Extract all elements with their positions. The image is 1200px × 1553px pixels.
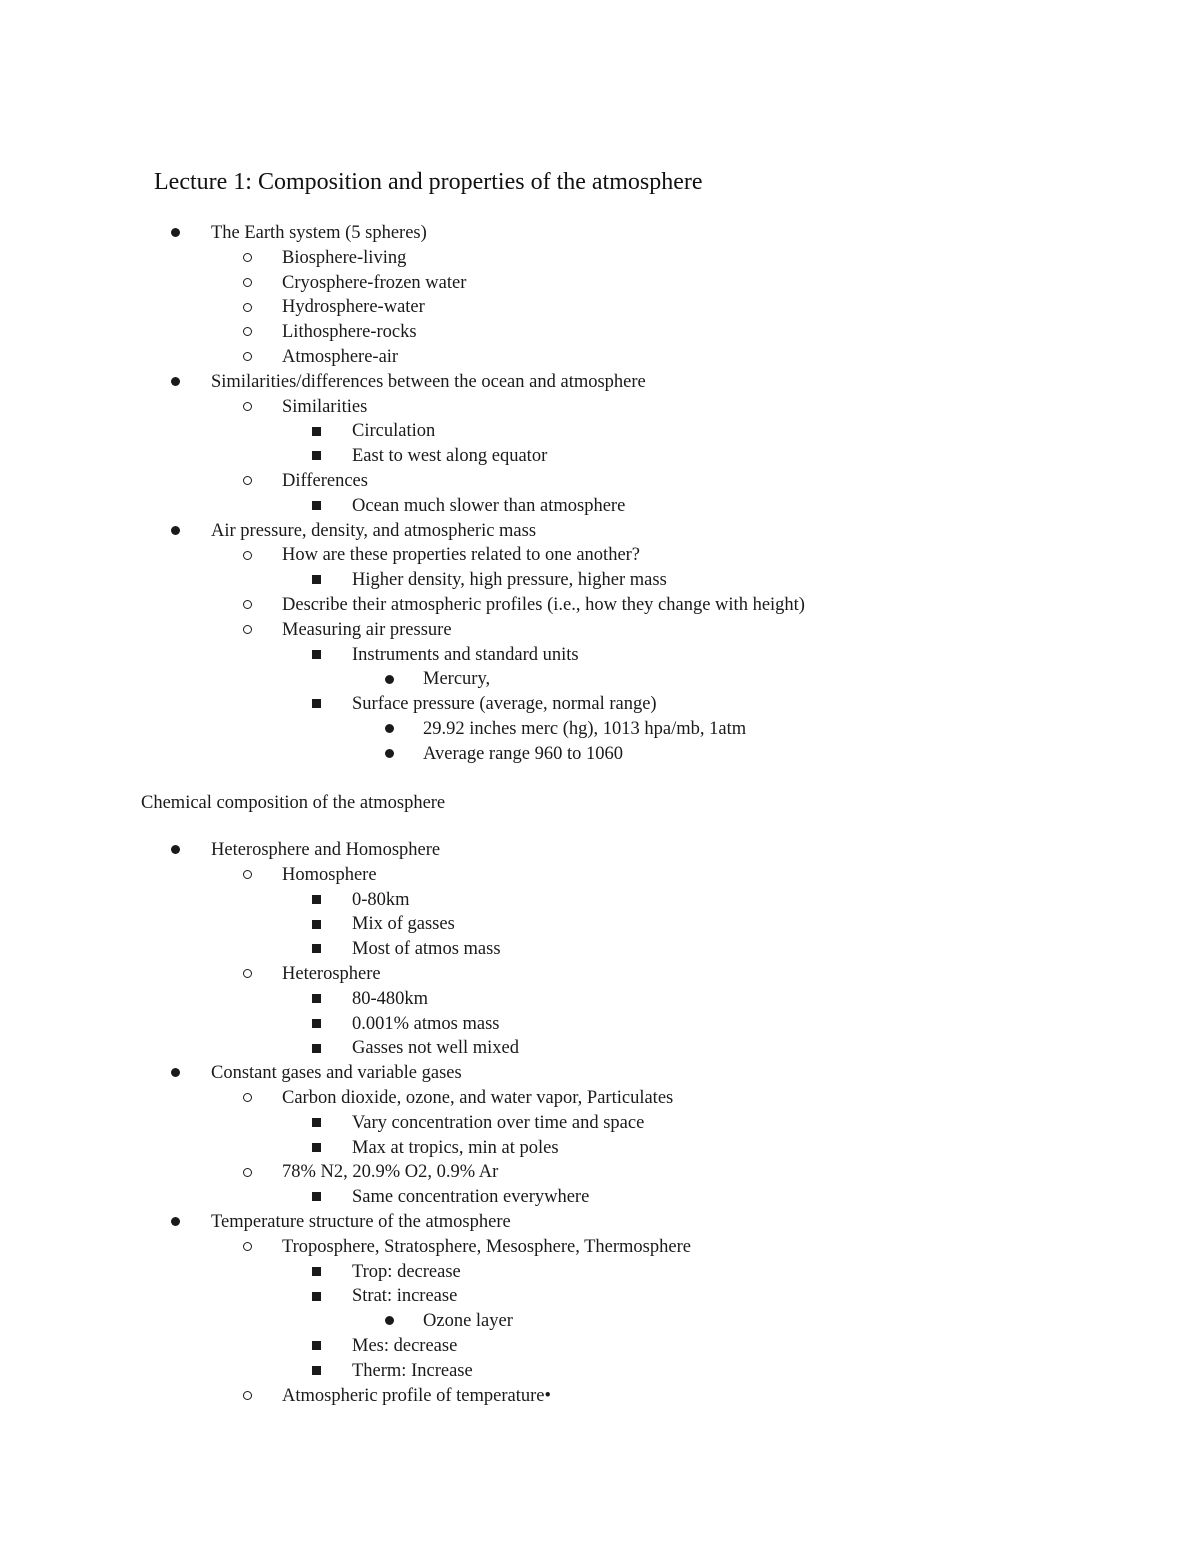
bullet-circle-icon	[239, 469, 255, 494]
outline-item-text: Same concentration everywhere	[352, 1187, 590, 1208]
bullet-circle-icon	[239, 345, 255, 370]
outline-item-text: Differences	[282, 471, 368, 491]
outline-item-level-2	[0, 1086, 1200, 1111]
bullet-circle-icon	[239, 543, 255, 568]
outline-item-level-1	[0, 838, 1200, 863]
outline-item-level-3	[0, 1284, 1200, 1309]
outline-item-text: Mes: decrease	[352, 1336, 458, 1356]
bullet-dot-icon	[167, 1210, 183, 1235]
bullet-square-icon	[308, 494, 324, 519]
outline-item-text: Trop: decrease	[352, 1261, 461, 1282]
outline-item-level-4	[0, 1309, 1200, 1334]
bullet-dot-icon	[381, 742, 397, 767]
outline-item-level-1	[0, 1061, 1200, 1086]
outline-item-level-3	[0, 888, 1200, 913]
outline-item-level-3	[0, 1012, 1200, 1037]
bullet-circle-icon	[239, 395, 255, 420]
outline-item-text: The Earth system (5 spheres)	[211, 223, 427, 243]
bullet-circle-icon	[239, 1384, 255, 1409]
outline-item-text: Troposphere, Stratosphere, Mesosphere, Thermosphere	[282, 1236, 691, 1257]
outline-item-level-3	[0, 1359, 1200, 1384]
bullet-dot-icon	[167, 370, 183, 395]
outline-item-text: Mix of gasses	[352, 914, 455, 935]
outline-item-level-3	[0, 912, 1200, 937]
outline-item-level-2	[0, 593, 1200, 618]
bullet-square-icon	[308, 1036, 324, 1061]
outline-item-level-3	[0, 568, 1200, 593]
bullet-circle-icon	[239, 618, 255, 643]
outline-item-text: 80-480km	[352, 988, 429, 1009]
outline-item-level-2	[0, 618, 1200, 643]
bullet-square-icon	[308, 1334, 324, 1359]
outline-item-level-3	[0, 494, 1200, 519]
bullet-square-icon	[308, 937, 324, 962]
outline-item-level-4	[0, 717, 1200, 742]
outline-item-level-2	[0, 1384, 1200, 1409]
outline-item-level-2	[0, 962, 1200, 987]
outline-item-text: Strat: increase	[352, 1286, 458, 1307]
bullet-square-icon	[308, 419, 324, 444]
bullet-square-icon	[308, 1284, 324, 1309]
outline-item-level-3	[0, 692, 1200, 717]
bullet-dot-icon	[167, 1061, 183, 1086]
bullet-square-icon	[308, 1185, 324, 1210]
outline-item-text: Ozone layer	[423, 1311, 513, 1332]
outline-item-level-3	[0, 444, 1200, 469]
outline-item-level-3	[0, 1260, 1200, 1285]
outline-item-text: Homosphere	[282, 864, 377, 885]
outline-item-text: Surface pressure (average, normal range)	[352, 694, 657, 715]
bullet-circle-icon	[239, 295, 255, 320]
outline-item-level-1	[0, 1210, 1200, 1235]
bullet-square-icon	[308, 888, 324, 913]
outline-item-text: Instruments and standard units	[352, 644, 579, 665]
outline-item-level-1	[0, 221, 1200, 246]
outline-item-text: Max at tropics, min at poles	[352, 1137, 559, 1158]
outline-item-text: 29.92 inches merc (hg), 1013 hpa/mb, 1atm	[423, 719, 747, 739]
outline-item-level-3	[0, 419, 1200, 444]
outline-item-level-3	[0, 1111, 1200, 1136]
outline-item-level-1	[0, 370, 1200, 395]
outline-item-text: 0-80km	[352, 889, 410, 910]
outline-item-text: 78% N2, 20.9% O2, 0.9% Ar	[282, 1162, 499, 1183]
bullet-square-icon	[308, 987, 324, 1012]
outline-item-text: Atmospheric profile of temperature•	[282, 1385, 551, 1406]
outline-item-text: Most of atmos mass	[352, 939, 501, 960]
bullet-square-icon	[308, 1111, 324, 1136]
outline-item-text: East to west along equator	[352, 446, 548, 467]
outline-item-level-4	[0, 742, 1200, 767]
outline-item-level-2	[0, 320, 1200, 345]
outline-item-level-2	[0, 863, 1200, 888]
bullet-circle-icon	[239, 320, 255, 345]
outline-item-text: How are these properties related to one another?	[282, 545, 641, 566]
outline-item-level-2	[0, 1160, 1200, 1185]
outline-item-text: Temperature structure of the atmosphere	[211, 1212, 511, 1232]
bullet-circle-icon	[239, 1086, 255, 1111]
outline-item-level-2	[0, 395, 1200, 420]
bullet-dot-icon	[381, 1309, 397, 1334]
bullet-circle-icon	[239, 1160, 255, 1185]
outline-item-text: Gasses not well mixed	[352, 1038, 519, 1059]
bullet-circle-icon	[239, 271, 255, 296]
outline-item-text: Constant gases and variable gases	[211, 1063, 462, 1084]
outline-item-text: Heterosphere and Homosphere	[211, 840, 441, 860]
outline-item-level-2	[0, 271, 1200, 296]
bullet-square-icon	[308, 912, 324, 937]
outline-item-level-3	[0, 1334, 1200, 1359]
outline-item-level-2	[0, 543, 1200, 568]
bullet-square-icon	[308, 692, 324, 717]
outline-item-level-2	[0, 469, 1200, 494]
outline-item-level-2	[0, 1235, 1200, 1260]
outline-item-text: Mercury,	[423, 669, 491, 690]
outline-item-text: Therm: Increase	[352, 1360, 473, 1381]
outline-item-text: Circulation	[352, 421, 436, 442]
bullet-dot-icon	[381, 717, 397, 742]
outline-item-text: Biosphere-living	[282, 247, 407, 268]
bullet-square-icon	[308, 568, 324, 593]
outline-item-text: Similarities	[282, 396, 368, 417]
outline-item-level-2	[0, 295, 1200, 320]
bullet-circle-icon	[239, 593, 255, 618]
outline-item-level-4	[0, 667, 1200, 692]
outline-item-text: Ocean much slower than atmosphere	[352, 495, 626, 516]
outline-item-text: Cryosphere-frozen water	[282, 272, 467, 293]
outline-item-level-3	[0, 937, 1200, 962]
bullet-circle-icon	[239, 962, 255, 987]
outline-item-text: Average range 960 to 1060	[423, 743, 624, 764]
bullet-square-icon	[308, 643, 324, 668]
bullet-dot-icon	[167, 838, 183, 863]
outline-item-text: Air pressure, density, and atmospheric mass	[211, 520, 537, 541]
bullet-square-icon	[308, 1136, 324, 1161]
outline-item-text: Lithosphere-rocks	[282, 322, 417, 343]
bullet-dot-icon	[167, 221, 183, 246]
outline-item-text: Atmosphere-air	[282, 347, 399, 367]
outline-item-text: Higher density, high pressure, higher mass	[352, 570, 667, 591]
bullet-circle-icon	[239, 863, 255, 888]
outline-item-text: Measuring air pressure	[282, 619, 452, 640]
bullet-square-icon	[308, 1012, 324, 1037]
outline-item-level-2	[0, 345, 1200, 370]
outline-item-text: Hydrosphere-water	[282, 297, 425, 318]
section-heading: Chemical composition of the atmosphere	[141, 793, 446, 813]
outline-item-text: Vary concentration over time and space	[352, 1112, 645, 1133]
bullet-square-icon	[308, 444, 324, 469]
bullet-dot-icon	[381, 667, 397, 692]
outline-item-text: 0.001% atmos mass	[352, 1013, 500, 1034]
outline-item-level-3	[0, 1185, 1200, 1210]
bullet-square-icon	[308, 1260, 324, 1285]
outline-item-level-2	[0, 246, 1200, 271]
outline-item-text: Similarities/differences between the ocean and atmosphere	[211, 371, 646, 392]
outline-item-level-1	[0, 519, 1200, 544]
outline-item-text: Carbon dioxide, ozone, and water vapor, Particulates	[282, 1088, 674, 1108]
outline-item-level-3	[0, 987, 1200, 1012]
bullet-circle-icon	[239, 246, 255, 271]
page-title: Lecture 1: Composition and properties of the atmosphere	[154, 169, 703, 195]
bullet-square-icon	[308, 1359, 324, 1384]
outline-item-level-3	[0, 1036, 1200, 1061]
bullet-circle-icon	[239, 1235, 255, 1260]
outline-item-text: Heterosphere	[282, 964, 381, 984]
bullet-dot-icon	[167, 519, 183, 544]
outline-item-level-3	[0, 643, 1200, 668]
outline-item-text: Describe their atmospheric profiles (i.e., how they change with height)	[282, 595, 805, 615]
outline-item-level-3	[0, 1136, 1200, 1161]
